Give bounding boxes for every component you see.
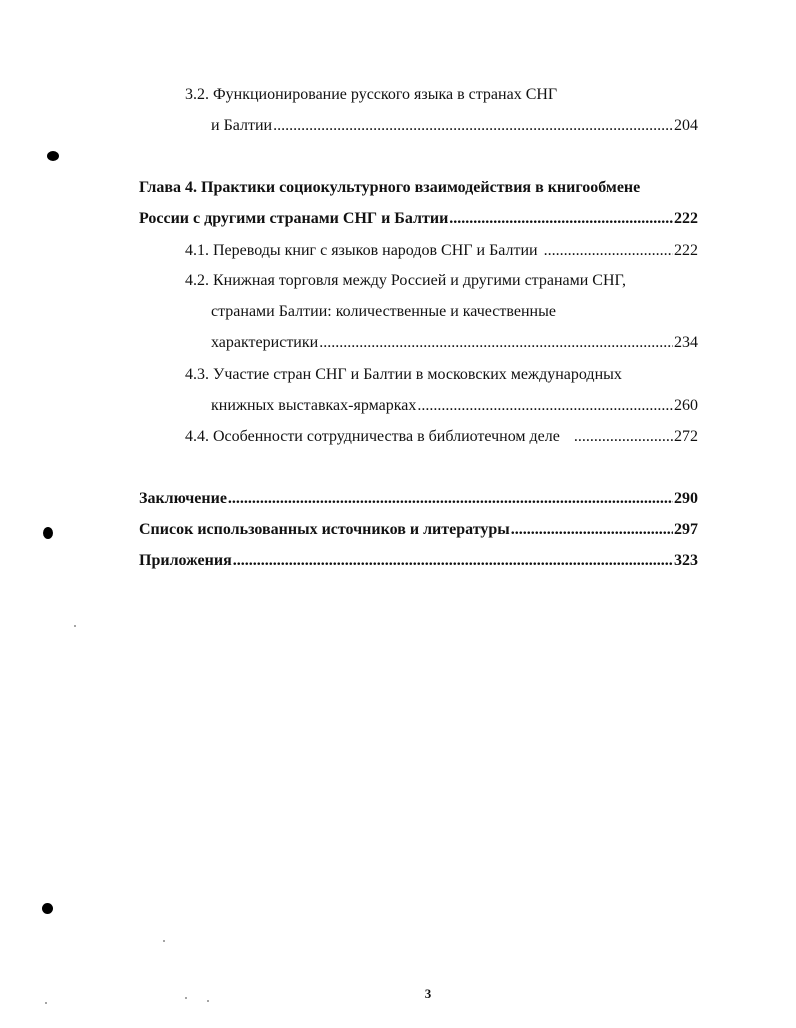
page-ref: 260 <box>674 397 698 414</box>
toc-conclusion[interactable] <box>139 489 698 509</box>
toc-appendices-title: Приложения <box>139 552 232 569</box>
leader-dots <box>449 209 673 229</box>
toc-entry-3-2-line1: 3.2. Функционирование русского языка в странах СНГ <box>185 86 558 103</box>
leader-dots <box>233 551 673 571</box>
leader-dots <box>417 396 673 416</box>
toc-appendices[interactable] <box>139 551 698 571</box>
toc-chapter-4-line1: Глава 4. Практики социокультурного взаимодействия в книгообмене <box>139 179 641 196</box>
page-ref: 297 <box>674 521 698 538</box>
page-ref: 222 <box>674 210 698 227</box>
leader-dots <box>228 489 673 509</box>
page-ref: 222 <box>674 242 698 259</box>
toc-entry-3-2-title: и Балтии <box>211 117 273 134</box>
toc-entry-4-4[interactable] <box>185 427 698 447</box>
scan-speck <box>74 625 76 627</box>
toc-sources[interactable] <box>139 520 698 540</box>
scan-speck <box>163 940 165 942</box>
toc-entry-4-3-line1: 4.3. Участие стран СНГ и Балтии в московских международных <box>185 366 622 383</box>
scan-spot-middle <box>43 527 53 539</box>
leader-dots <box>574 427 673 447</box>
scan-spot-bottom <box>42 903 53 914</box>
toc-entry-4-3-title: книжных выставках-ярмарках <box>211 397 417 414</box>
toc-entry-4-2-line3[interactable] <box>211 333 698 353</box>
leader-dots <box>511 520 673 540</box>
leader-dots <box>319 333 673 353</box>
toc-chapter-4-line2[interactable] <box>139 209 698 229</box>
toc-entry-4-2-title: характеристики <box>211 334 319 351</box>
scan-spot-top <box>47 151 59 161</box>
page-ref: 290 <box>674 490 698 507</box>
page-ref: 204 <box>674 117 698 134</box>
toc-entry-4-1-title: 4.1. Переводы книг с языков народов СНГ и Балтии <box>185 242 538 259</box>
toc-entry-4-2-line2: странами Балтии: количественные и качественные <box>211 303 556 320</box>
toc-chapter-4-title: России с другими странами СНГ и Балтии <box>139 210 449 227</box>
page-ref: 272 <box>674 428 698 445</box>
scan-speck <box>45 1002 47 1004</box>
toc-entry-3-2-line2[interactable] <box>211 116 698 136</box>
scan-speck <box>185 997 187 999</box>
page-number: 3 <box>424 986 432 1001</box>
toc-entry-4-3-line2[interactable] <box>211 396 698 416</box>
toc-sources-title: Список использованных источников и литературы <box>139 521 510 538</box>
toc-entry-4-2-line1: 4.2. Книжная торговля между Россией и другими странами СНГ, <box>185 272 626 289</box>
scan-speck <box>207 1000 209 1002</box>
page-ref: 234 <box>674 334 698 351</box>
page-ref: 323 <box>674 552 698 569</box>
toc-entry-4-4-title: 4.4. Особенности сотрудничества в библиотечном деле <box>185 428 560 445</box>
toc-entry-4-1[interactable] <box>185 241 698 261</box>
toc-conclusion-title: Заключение <box>139 490 227 507</box>
leader-dots <box>544 241 673 261</box>
leader-dots <box>273 116 673 136</box>
